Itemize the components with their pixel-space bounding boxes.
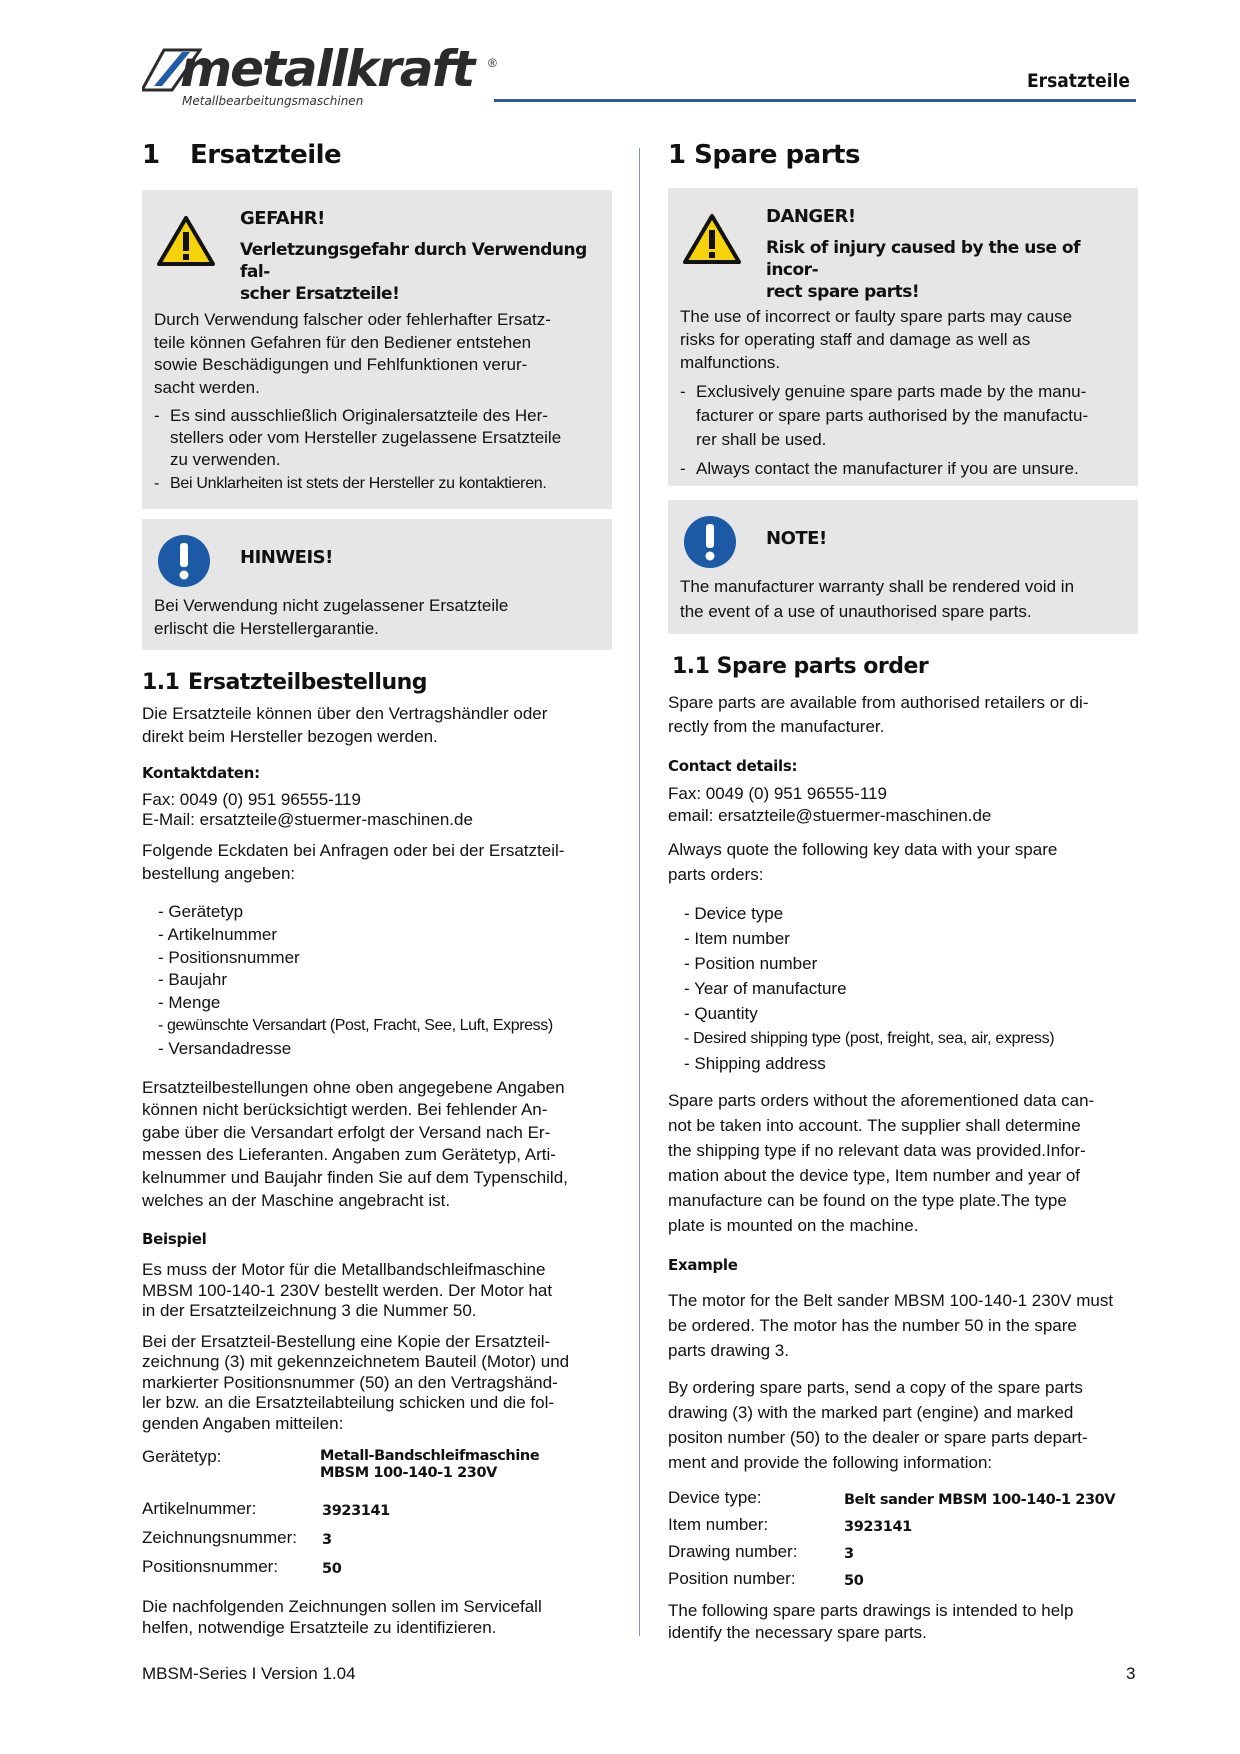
- list-item: - Year of manufacture: [684, 979, 847, 998]
- danger-bullet: - Bei Unklarheiten ist stets der Hersteller zu kontaktieren.: [154, 475, 547, 492]
- spec-row: Gerätetyp: Metall-Bandschleifmaschine MBSM 100-140-1 230V: [142, 1447, 540, 1482]
- page-number: 3: [1126, 1664, 1136, 1683]
- danger-box-de: [142, 190, 612, 509]
- section-heading-en: 1 Spare parts: [668, 140, 860, 170]
- list-item: - Shipping address: [684, 1054, 826, 1073]
- danger-bullet: - Exclusively genuine spare parts made by the manu- facturer or spare parts authorised by the manufactu- rer shall be used.: [680, 382, 1089, 449]
- subsection-heading-de: 1.1 Ersatzteilbestellung: [142, 670, 428, 695]
- key-data-list: [684, 901, 1138, 1076]
- german-column: [142, 140, 612, 1638]
- list-item: - Positionsnummer: [158, 947, 300, 967]
- english-column: [668, 140, 1138, 1644]
- logo-registered: ®: [488, 56, 497, 70]
- header-title: Ersatzteile: [1026, 70, 1130, 92]
- without-paragraph: Spare parts orders without the aforementioned data can- not be taken into account. The supplier shall determine the shipping type if no relevant data was provided.Infor- mation about the device type, Item number and year of manufacture can be found on the type plate.The type plate is mounted on the machine.: [668, 1091, 1095, 1235]
- danger-label: GEFAHR!: [240, 208, 325, 229]
- note-label: NOTE!: [766, 528, 827, 549]
- danger-body: Durch Verwendung falscher oder fehlerhafter Ersatz- teile können Gefahren für den Bediener entstehen sowie Beschädigungen und Fehlfunktionen verur- sacht werden.: [154, 310, 551, 397]
- list-item: - gewünschte Versandart (Post, Fracht, See, Luft, Express): [158, 1016, 553, 1034]
- spec-row: Artikelnummer: 3923141: [142, 1499, 390, 1520]
- note-box-de: [142, 519, 612, 650]
- danger-subtitle: Verletzungsgefahr durch Verwendung fal- scher Ersatzteile!: [240, 240, 587, 304]
- list-item: - Desired shipping type (post, freight, sea, air, express): [684, 1030, 1055, 1047]
- danger-box-en: [668, 188, 1138, 486]
- logo-wordmark: metallkraft: [180, 40, 474, 98]
- danger-body: The use of incorrect or faulty spare parts may cause risks for operating staff and damage as well as malfunctions.: [680, 307, 1073, 372]
- list-item: - Baujahr: [158, 970, 227, 990]
- spec-row: Position number: 50: [668, 1569, 864, 1589]
- key-data-list: [158, 901, 612, 1061]
- warning-triangle-icon: [682, 212, 742, 266]
- danger-bullet: - Es sind ausschließlich Originalersatzteile des Her- stellers oder vom Hersteller zugelassene Ersatzteile zu verwenden.: [154, 406, 562, 469]
- order-paragraph: By ordering spare parts, send a copy of the spare parts drawing (3) with the marked part (engine) and marked positon number (50) to the dealer or spare parts depart- ment and provide the following information:: [668, 1378, 1088, 1472]
- without-paragraph: Ersatzteilbestellungen ohne oben angegebene Angaben können nicht berücksichtigt werden. Bei fehlender An- gabe über die Versandart erfolgt der Versand nach Er- messen des Lieferanten. Angaben zum Gerätetyp, Arti- kelnummer und Baujahr finden Sie auf dem Typenschild, welches an der Maschine angebracht ist.: [142, 1077, 568, 1210]
- footer-version: MBSM-Series I Version 1.04: [142, 1664, 356, 1683]
- note-body: Bei Verwendung nicht zugelassener Ersatzteile erlischt die Herstellergarantie.: [154, 596, 509, 638]
- note-body: The manufacturer warranty shall be rendered void in the event of a use of unauthorised spare parts.: [680, 577, 1075, 621]
- contact-label: Kontaktdaten:: [142, 764, 260, 782]
- closing-paragraph: The following spare parts drawings is intended to help identify the necessary spare parts.: [668, 1601, 1074, 1642]
- spec-row: Zeichnungsnummer: 3: [142, 1528, 332, 1549]
- example-paragraph: Es muss der Motor für die Metallbandschleifmaschine MBSM 100-140-1 230V bestellt werden. Der Motor hat in der Ersatzteilzeichnung 3 die Nummer 50.: [142, 1260, 553, 1321]
- header-rule: [494, 99, 1136, 102]
- list-item: - Item number: [684, 929, 790, 948]
- list-item: - Menge: [158, 993, 221, 1013]
- intro-paragraph: Die Ersatzteile können über den Vertragshändler oder direkt beim Hersteller bezogen werden.: [142, 704, 548, 746]
- key-data-intro: Folgende Eckdaten bei Anfragen oder bei der Ersatzteil- bestellung angeben:: [142, 841, 565, 883]
- note-box-en: [668, 500, 1138, 634]
- section-heading-de: 1 Ersatzteile: [142, 140, 342, 170]
- danger-bullet: - Always contact the manufacturer if you are unsure.: [680, 459, 1079, 478]
- danger-subtitle: Risk of injury caused by the use of incor- rect spare parts!: [766, 238, 1080, 302]
- spec-table: [668, 1487, 1138, 1592]
- metallkraft-logo: [142, 40, 502, 112]
- contact-details: Fax: 0049 (0) 951 96555-119 email: ersatzteile@stuermer-maschinen.de: [668, 784, 992, 825]
- order-paragraph: Bei der Ersatzteil-Bestellung eine Kopie der Ersatzteil- zeichnung (3) mit gekennzeichnetem Bauteil (Motor) und markierter Positionsnummer (50) an den Vertragshänd- ler bzw. an die Ersatzteilabteilung schicken und die fol- genden Angaben mitteilen:: [142, 1331, 570, 1433]
- subsection-heading-en: 1.1 Spare parts order: [672, 654, 929, 679]
- example-paragraph: The motor for the Belt sander MBSM 100-140-1 230V must be ordered. The motor has the number 50 in the spare parts drawing 3.: [668, 1291, 1114, 1360]
- exclamation-circle-icon: [682, 514, 738, 570]
- spec-table: [142, 1446, 612, 1580]
- list-item: - Quantity: [684, 1004, 758, 1023]
- key-data-intro: Always quote the following key data with your spare parts orders:: [668, 840, 1058, 884]
- list-item: - Position number: [684, 954, 818, 973]
- list-item: - Gerätetyp: [158, 902, 244, 921]
- spec-row: Device type: Belt sander MBSM 100-140-1 230V: [668, 1488, 1116, 1508]
- contact-label: Contact details:: [668, 757, 798, 775]
- spec-row: Item number: 3923141: [668, 1515, 912, 1535]
- column-divider: [639, 148, 640, 1636]
- logo-tagline: Metallbearbeitungsmaschinen: [182, 94, 364, 108]
- intro-paragraph: Spare parts are available from authorised retailers or di- rectly from the manufacturer.: [668, 693, 1089, 736]
- example-label: Example: [668, 1256, 738, 1274]
- spec-row: Positionsnummer: 50: [142, 1557, 342, 1578]
- contact-details: Fax: 0049 (0) 951 96555-119 E-Mail: ersatzteile@stuermer-maschinen.de: [142, 790, 473, 829]
- closing-paragraph: Die nachfolgenden Zeichnungen sollen im Servicefall helfen, notwendige Ersatzteile zu identifizieren.: [142, 1597, 542, 1638]
- note-label: HINWEIS!: [240, 547, 333, 568]
- exclamation-circle-icon: [156, 533, 212, 589]
- example-label: Beispiel: [142, 1230, 207, 1249]
- warning-triangle-icon: [156, 214, 216, 268]
- list-item: - Artikelnummer: [158, 924, 278, 944]
- spec-row: Drawing number: 3: [668, 1542, 854, 1562]
- list-item: - Versandadresse: [158, 1038, 292, 1058]
- list-item: - Device type: [684, 904, 784, 923]
- danger-label: DANGER!: [766, 206, 856, 227]
